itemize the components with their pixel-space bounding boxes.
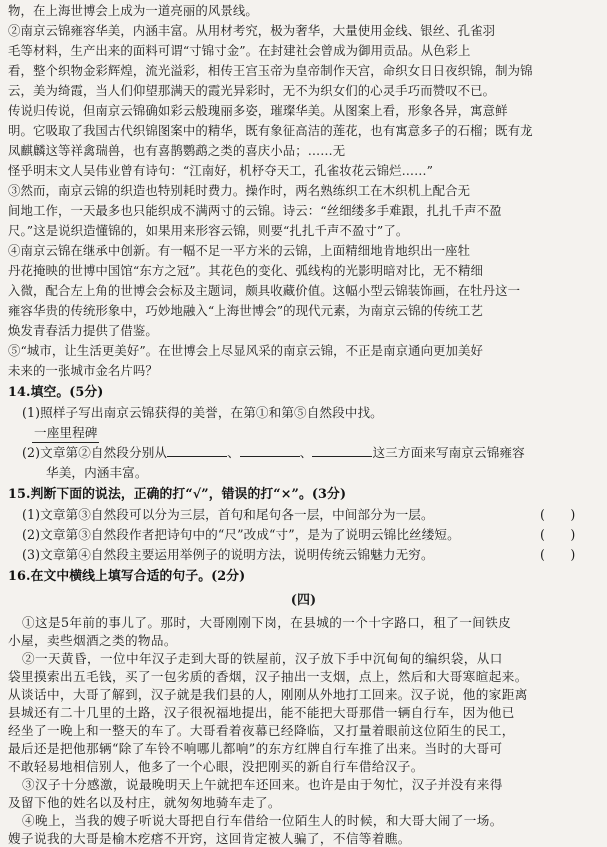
passage-line: 雍容华贵的传统形象中，巧妙地融入“上海世博会”的现代元素，为南京云锦的传统工艺 bbox=[8, 303, 484, 318]
passage-line: 不敢轻易地相信别人，他多了一个心眼，没把刚买的新自行车借给汉子。 bbox=[8, 759, 424, 774]
question-sub-1: (1)照样子写出南京云锦获得的美誉，在第①和第⑤自然段中找。 bbox=[22, 405, 383, 420]
passage-line: 入微，配合左上角的世博会会标及主题词，颇具收藏价值。这幅小型云锦装饰画，在牡丹这一 bbox=[8, 283, 521, 298]
question-sub-2: (2)文章第②自然段分别从 、 、 这三方面来写南京云锦雍容 bbox=[22, 445, 525, 460]
passage-line: 间地工作，一天最多也只能织成不满两寸的云锦。诗云：“丝细缕多手难跟，扎扎千声不盈 bbox=[8, 203, 502, 218]
passage-line: 传说归传说，但南京云锦确如彩云般瑰丽多姿，璀璨华美。从图案上看，形象各异，寓意鲜 bbox=[8, 103, 508, 118]
judge-item-2: (2)文章第③自然段作者把诗句中的“尺”改成“寸”，是为了说明云锦比丝缕短。 bbox=[22, 527, 460, 542]
passage-line: 焕发青春活力提供了借鉴。 bbox=[8, 323, 158, 338]
passage-line: 及留下他的姓名以及村庄，就匆匆地骑车走了。 bbox=[8, 795, 281, 810]
blank-3[interactable] bbox=[312, 444, 372, 457]
passage-line: 看，整个织物金彩辉煌，流光溢彩，相传王宫玉帝为皇帝制作天宫，命织女日日夜织锦，制为锦 bbox=[8, 63, 533, 78]
answer-field-1[interactable] bbox=[32, 424, 607, 443]
blank-1[interactable] bbox=[167, 444, 227, 457]
passage-line: 怪乎明末文人吴伟业曾有诗句：“江南好，机杼夺天工，孔雀妆花云锦烂……” bbox=[8, 163, 434, 178]
passage-line: 丹花掩映的世博中国馆“东方之冠”。其花色的变化、弧线构的光影明暗对比，无不精细 bbox=[8, 263, 484, 278]
section-heading: (四) bbox=[290, 593, 317, 608]
passage-line: 未来的一张城市金名片吗？ bbox=[8, 363, 158, 378]
passage-line: 最后还是把他那辆“除了车铃不响哪儿都响”的东方红牌自行车推了出来。当时的大哥可 bbox=[8, 741, 503, 756]
judge-bracket-1[interactable]: ( ) bbox=[540, 507, 576, 522]
question-title: 15.判断下面的说法，正确的打“√”，错误的打“×”。(3分) bbox=[8, 487, 347, 502]
sub2-prefix: (2)文章第②自然段分别从 bbox=[22, 445, 168, 460]
passage-line: 明。它吸取了我国古代织锦图案中的精华，既有象征高洁的莲花，也有寓意多子的石榴；既有龙 bbox=[8, 123, 533, 138]
passage-line: ⑤“城市，让生活更美好”。在世博会上尽显风采的南京云锦，不正是南京通向更加美好 bbox=[8, 343, 484, 358]
judge-bracket-3[interactable]: ( ) bbox=[540, 547, 576, 562]
passage-line: ①这是5年前的事儿了。那时，大哥刚刚下岗，在县城的一个十字路口，租了一间铁皮 bbox=[22, 615, 512, 630]
judge-item-1: (1)文章第③自然段可以分为三层，首句和尾句各一层，中间部分为一层。 bbox=[22, 507, 434, 522]
blank-2[interactable] bbox=[240, 444, 300, 457]
answer-sample: 一座里程碑 bbox=[32, 424, 99, 443]
passage-line: ④南京云锦在继承中创新。有一幅不足一平方米的云锦，上面精细地肯地织出一座牡 bbox=[8, 243, 471, 258]
passage-line: 经坐了一晚上和一整天的车了。大哥看着夜幕已经降临，又打量着眼前这位陌生的民工， bbox=[8, 723, 515, 738]
passage-line: ②一天黄昏，一位中年汉子走到大哥的铁屋前，汉子放下手中沉甸甸的编织袋，从口 bbox=[22, 651, 503, 666]
passage-line: ③汉子十分感激，说最晚明天上午就把车还回来。也许是由于匆忙，汉子并没有来得 bbox=[22, 777, 503, 792]
passage-line: 云，美为绮霞，当人们仰望那满天的霞光异彩时，无不为织女们的心灵手巧而赞叹不已。 bbox=[8, 83, 496, 98]
passage-line: 凤麒麟这等祥禽瑞兽，也有喜鹊鹦鹉之类的喜庆小品；……无 bbox=[8, 143, 346, 158]
passage-line: 嫂子说我的大哥是榆木疙瘩不开窍，这回肯定被人骗了，不信等着瞧。 bbox=[8, 831, 411, 846]
passage-line: 小屋，卖些烟酒之类的物品。 bbox=[8, 633, 177, 648]
passage-line: ④晚上，当我的嫂子听说大哥把自行车借给一位陌生人的时候，和大哥大闹了一场。 bbox=[22, 813, 503, 828]
sub2-suffix: 这三方面来写南京云锦雍容 bbox=[372, 445, 525, 460]
passage-line: 物，在上海世博会上成为一道亮丽的风景线。 bbox=[8, 3, 258, 18]
question-title: 14.填空。(5分) bbox=[8, 385, 104, 400]
passage-line: 尺。”这是说织造懂锦的，如果用来形容云锦，则要“扎扎千声不盈寸”了。 bbox=[8, 223, 409, 238]
passage-line: 从谈话中，大哥了解到，汉子就是我们县的人，刚刚从外地打工回来。汉子说，他的家距离 bbox=[8, 687, 528, 702]
passage-line: 县城还有二十几里的土路，汉子很祝福地提出，能不能把大哥那借一辆自行车，因为他已 bbox=[8, 705, 515, 720]
judge-item-3: (3)文章第④自然段主要运用举例子的说明方法，说明传统云锦魅力无穷。 bbox=[22, 547, 434, 562]
passage-line: 袋里摸索出五毛钱，买了一包劣质的香烟，汉子抽出一支烟，点上，然后和大哥寒暄起来。 bbox=[8, 669, 528, 684]
question-sub-2-cont: 华美，内涵丰富。 bbox=[46, 465, 148, 480]
question-16-title: 16.在文中横线上填写合适的句子。(2分) bbox=[8, 569, 246, 584]
judge-bracket-2[interactable]: ( ) bbox=[540, 527, 576, 542]
passage-line: 毛等材料，生产出来的面料可谓“寸锦寸金”。在封建社会曾成为御用贡品。从色彩上 bbox=[8, 43, 471, 58]
passage-line: ②南京云锦雍容华美，内涵丰富。从用材考究，极为奢华，大量使用金线、银丝、孔雀羽 bbox=[8, 23, 496, 38]
passage-line: ③然而，南京云锦的织造也特别耗时费力。操作时，两名熟练织工在木织机上配合无 bbox=[8, 183, 471, 198]
